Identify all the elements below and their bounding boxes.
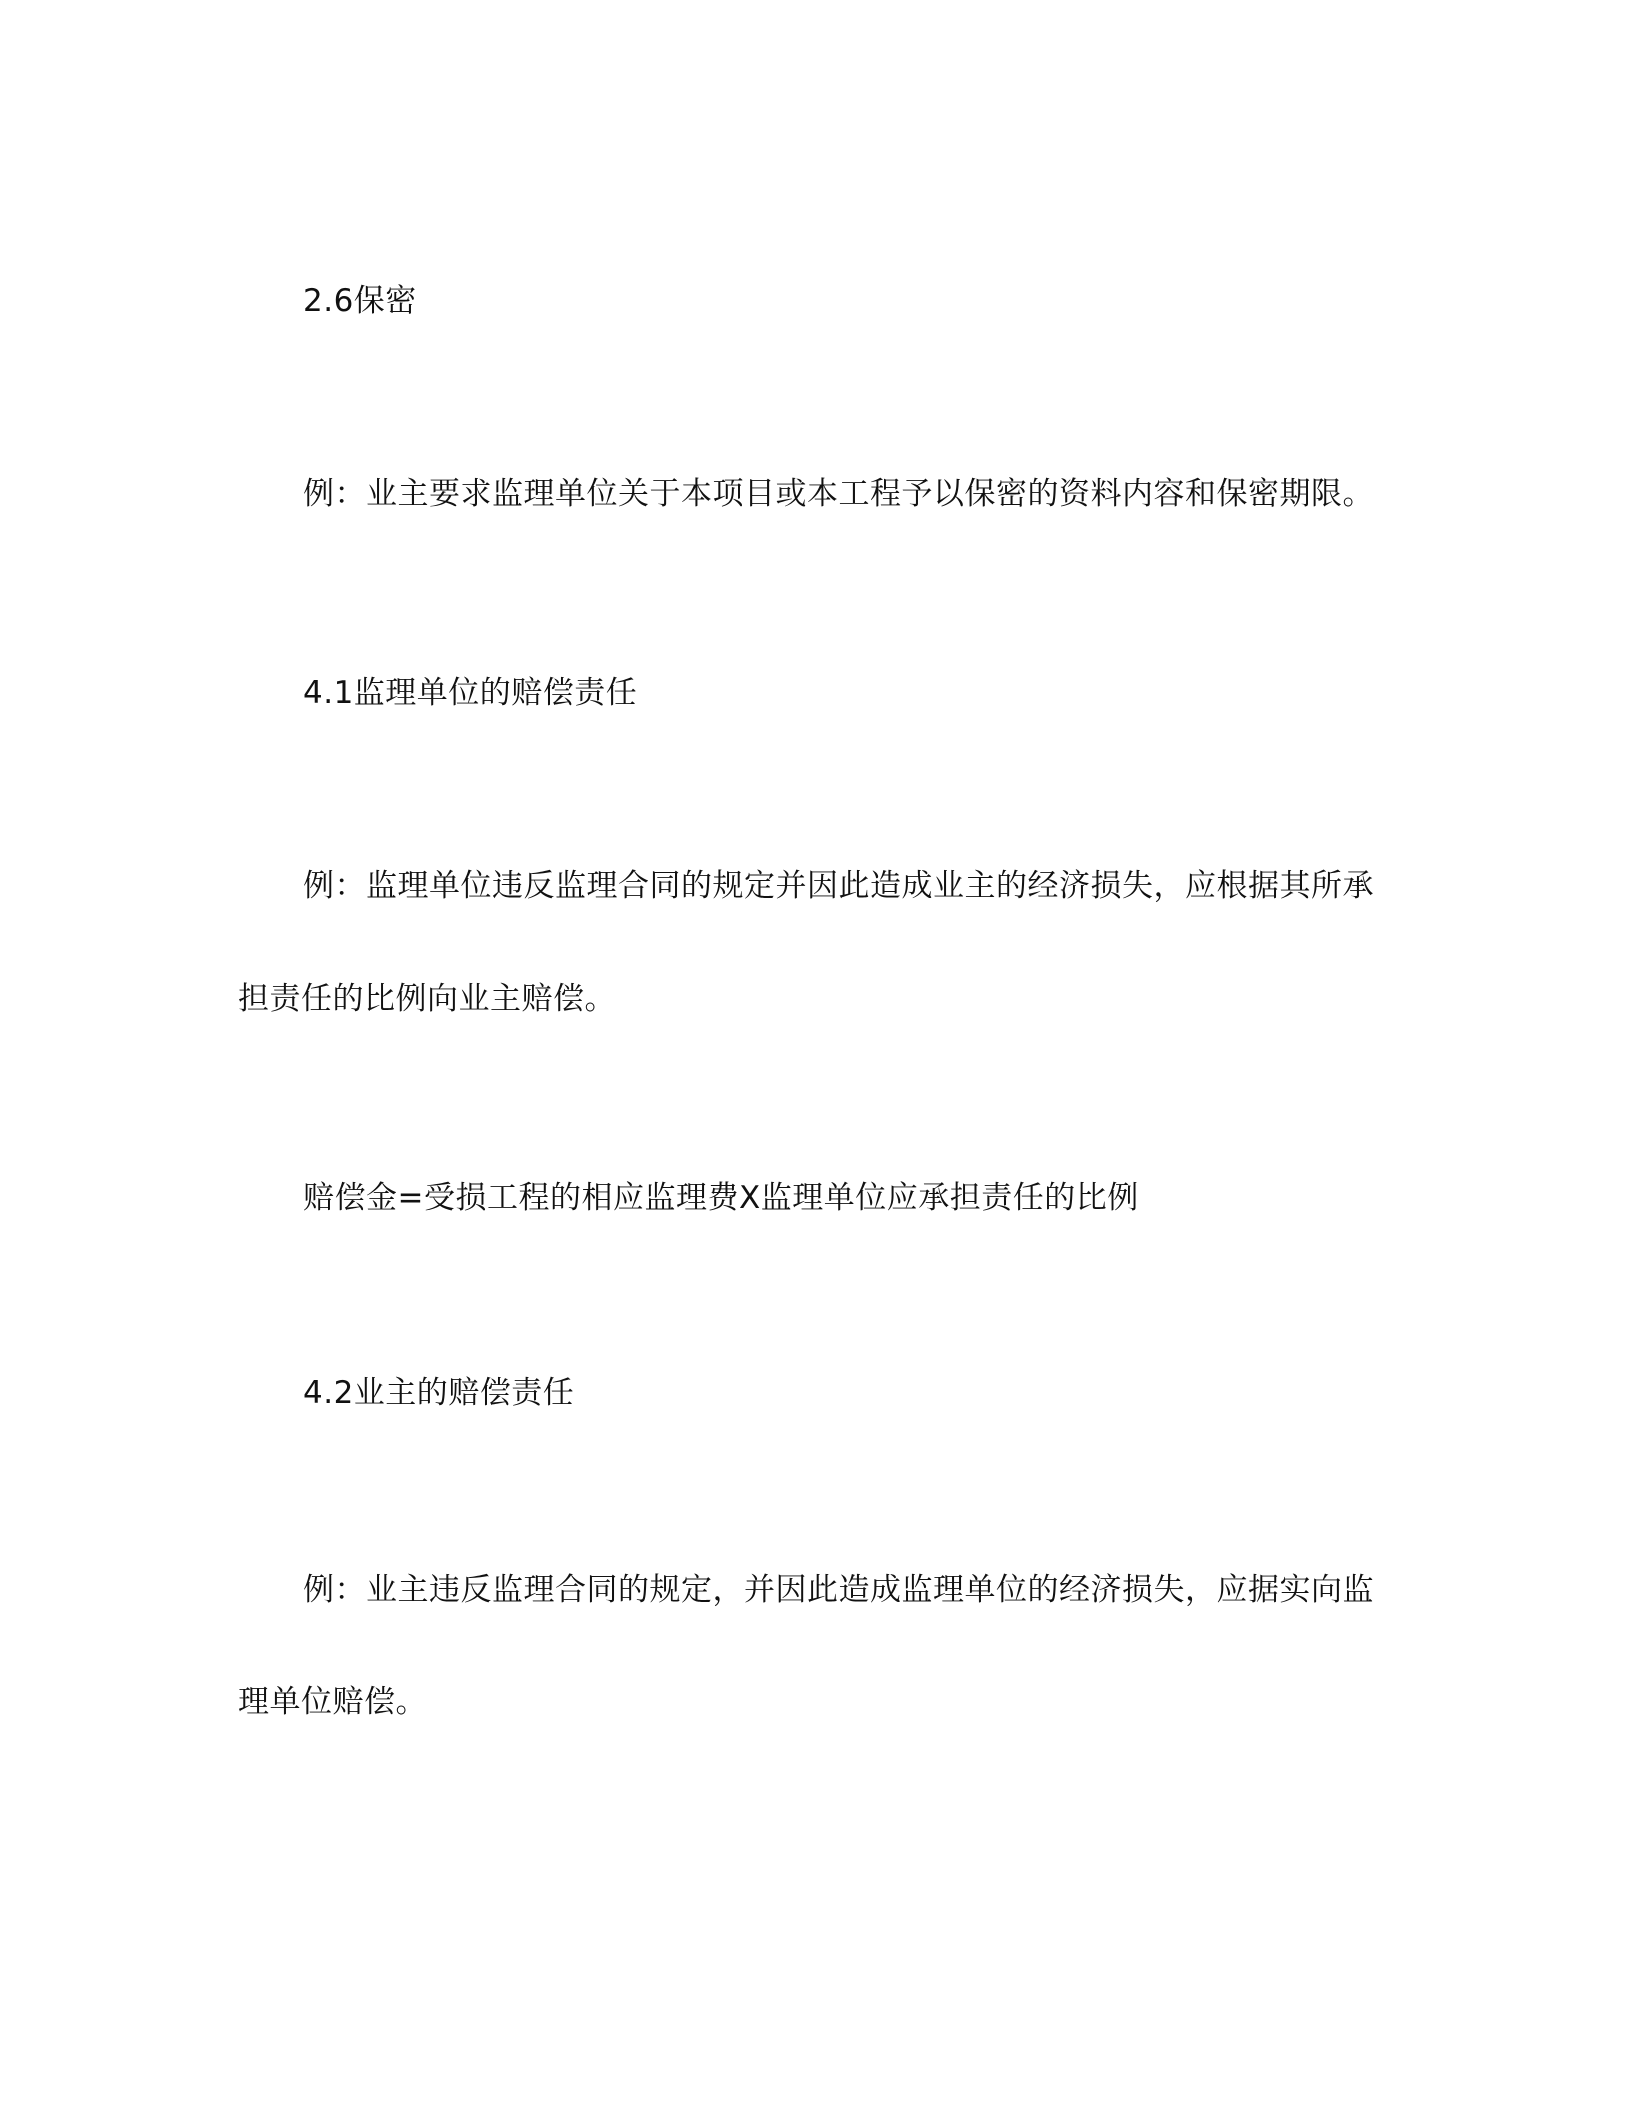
paragraph-line: 例：监理单位违反监理合同的规定并因此造成业主的经济损失，应根据其所承 xyxy=(303,868,1374,904)
formula-line: 赔偿金=受损工程的相应监理费X监理单位应承担责任的比例 xyxy=(303,1180,1139,1216)
section-heading-4-2: 4.2业主的赔偿责任 xyxy=(303,1375,575,1411)
paragraph-line: 例：业主违反监理合同的规定，并因此造成监理单位的经济损失，应据实向监 xyxy=(303,1572,1374,1608)
section-heading-2-6: 2.6保密 xyxy=(303,283,417,319)
section-heading-4-1: 4.1监理单位的赔偿责任 xyxy=(303,675,638,711)
paragraph-line: 理单位赔偿。 xyxy=(238,1684,427,1720)
paragraph-line: 例：业主要求监理单位关于本项目或本工程予以保密的资料内容和保密期限。 xyxy=(303,476,1374,512)
paragraph-line: 担责任的比例向业主赔偿。 xyxy=(238,981,616,1017)
